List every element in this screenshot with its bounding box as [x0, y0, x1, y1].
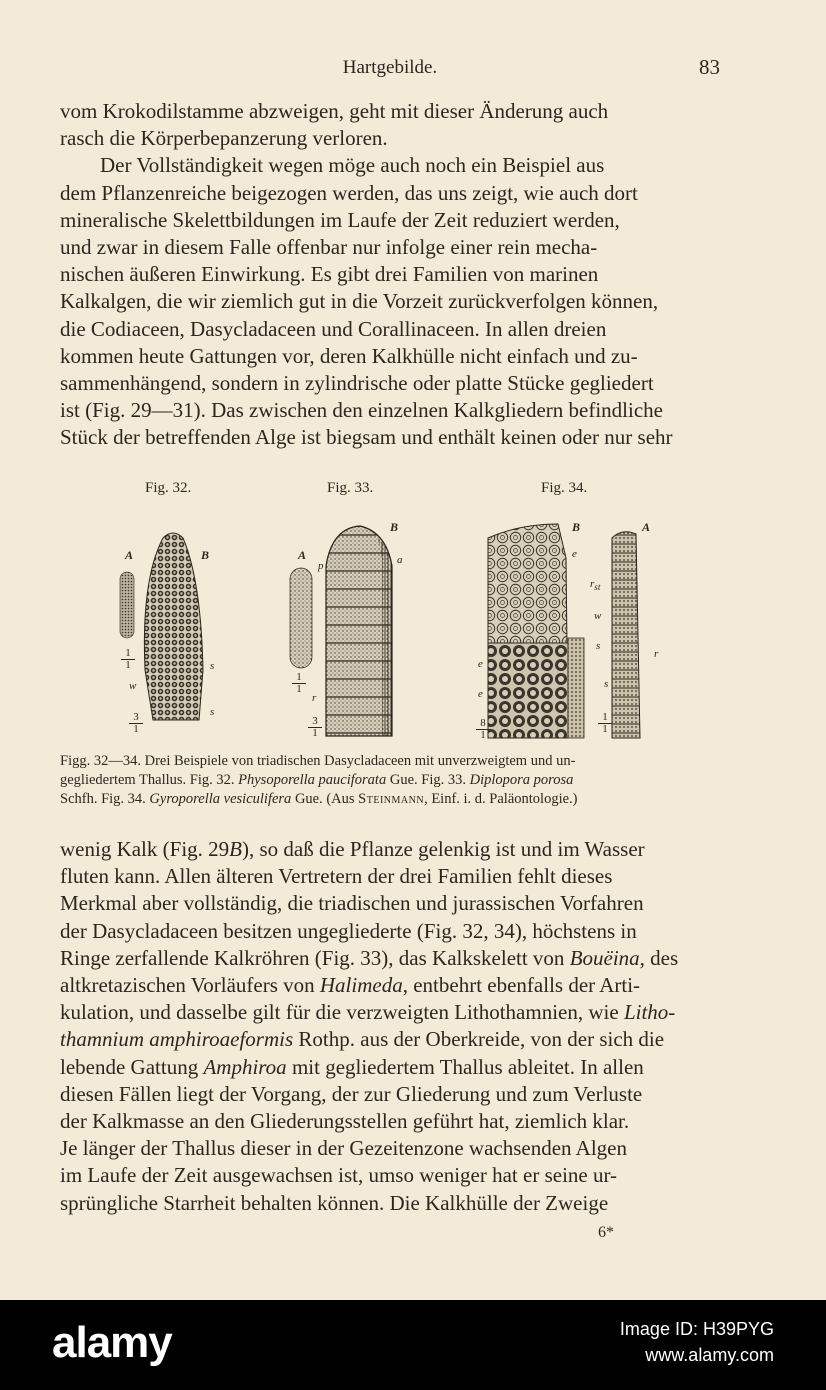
fig-32-letter-w: w — [129, 680, 137, 692]
fig-32-scale-1: $\frac{1}{1}$ — [121, 648, 135, 671]
paragraph-bottom — [60, 836, 720, 1217]
watermark-bar — [0, 1300, 826, 1390]
paragraph-top — [60, 98, 720, 452]
text-line: die Codiaceen, Dasycladaceen und Corallinaceen. In allen dreien — [60, 316, 607, 341]
text-line: lebende Gattung Amphiroa mit gegliedertem Thallus ableitet. In allen — [60, 1054, 644, 1079]
fig-34-letter-w: w — [594, 610, 602, 622]
fig-34-letter-rst: $r_{st}$ — [590, 578, 601, 593]
fig-34-letter-a: A — [642, 520, 651, 534]
figure-caption — [60, 752, 722, 809]
fig-33-letter-r: r — [312, 692, 317, 704]
watermark-url: www.alamy.com — [645, 1345, 774, 1365]
fig-34-scale-1: $\frac{1}{1}$ — [598, 712, 612, 735]
running-header — [60, 55, 720, 85]
text-line: rasch die Körperbepanzerung verloren. — [60, 126, 388, 151]
fig-32-letter-a: A — [125, 548, 134, 562]
text-line: im Laufe der Zeit ausgewachsen ist, umso weniger hat er seine ur- — [60, 1163, 618, 1188]
alamy-logo: alamy — [52, 1318, 172, 1367]
text-line: kommen heute Gattungen vor, deren Kalkhülle nicht einfach und zu- — [60, 343, 638, 368]
text-line: ist (Fig. 29—31). Das zwischen den einzelnen Kalkgliedern befindliche — [60, 398, 663, 423]
fig-32-scale-3: $\frac{3}{1}$ — [129, 712, 143, 735]
text-line: nischen äußeren Einwirkung. Es gibt drei Familien von marinen — [60, 262, 599, 287]
text-line: altkretazischen Vorläufers von Halimeda, entbehrt ebenfalls der Arti- — [60, 973, 641, 998]
fig-34-label: Fig. 34. — [541, 480, 588, 496]
figure-34 — [470, 518, 670, 750]
fig-34-illustration — [470, 518, 670, 750]
fig-34-letter-e-top: e — [572, 548, 577, 560]
text-line: wenig Kalk (Fig. 29B), so daß die Pflanze gelenkig ist und im Wasser — [60, 837, 645, 861]
caption-line: Figg. 32—34. Drei Beispiele von triadischen Dasycladaceen mit unverzweigtem und un- — [60, 753, 576, 769]
fig-34-letter-b: B — [572, 520, 581, 534]
fig-33-letter-a: a — [397, 554, 403, 566]
fig-34-letter-r: r — [654, 648, 659, 660]
text-line: sprüngliche Starrheit behalten können. Die Kalkhülle der Zweige — [60, 1190, 609, 1215]
text-line: Merkmal aber vollständig, die triadischen und jurassischen Vorfahren — [60, 891, 644, 916]
text-line: mineralische Skelettbildungen im Laufe der Zeit reduziert werden, — [60, 207, 620, 232]
image-id-block — [620, 1316, 774, 1368]
page-number: 83 — [699, 55, 720, 79]
text-line: dem Pflanzenreiche beigezogen werden, das uns zeigt, wie auch dort — [60, 180, 638, 205]
text-line: Ringe zerfallende Kalkröhren (Fig. 33), das Kalkskelett von Bouëina, des — [60, 945, 679, 970]
signature-mark: 6* — [598, 1224, 614, 1241]
fig-33-letter-p: p — [318, 560, 324, 572]
fig-34-letter-e-low: e — [478, 688, 483, 700]
fig-32-letter-s2: s — [210, 706, 215, 718]
fig-34-scale-8: $\frac{8}{1}$ — [476, 718, 490, 741]
text-line: Der Vollständigkeit wegen möge auch noch ein Beispiel aus — [100, 153, 605, 178]
fig-32-letter-s: s — [210, 660, 215, 672]
fig-34-letter-e-mid: e — [478, 658, 483, 670]
text-line: Stück der betreffenden Alge ist biegsam und enthält keinen oder nur sehr — [60, 425, 673, 450]
fig-32-letter-b: B — [201, 548, 210, 562]
fig-33-label: Fig. 33. — [327, 480, 374, 496]
fig-33-letter-b: B — [390, 520, 399, 534]
caption-line: gegliedertem Thallus. Fig. 32. Physoporella pauciforata Gue. Fig. 33. Diplopora porosa — [60, 772, 574, 788]
caption-line: Schfh. Fig. 34. Gyroporella vesiculifera Gue. (Aus Steinmann, Einf. i. d. Paläontologie.) — [60, 791, 578, 807]
text-line: diesen Fällen liegt der Vorgang, der zur Gliederung und zum Verluste — [60, 1081, 643, 1106]
figure-32 — [115, 520, 235, 750]
text-line: Je länger der Thallus dieser in der Gezeitenzone wachsenden Algen — [60, 1136, 627, 1161]
fig-34-letter-s-upper: s — [596, 640, 601, 652]
text-line: der Kalkmasse an den Gliederungsstellen geführt hat, ziemlich klar. — [60, 1109, 630, 1134]
text-line: und zwar in diesem Falle offenbar nur infolge einer rein mecha- — [60, 235, 598, 260]
text-line: sammenhängend, sondern in zylindrische oder platte Stücke gegliedert — [60, 371, 654, 396]
fig-33-scale-1: $\frac{1}{1}$ — [292, 672, 306, 695]
text-line: kulation, und dasselbe gilt für die verzweigten Lithothamnien, wie Litho- — [60, 1000, 676, 1025]
running-title: Hartgebilde. — [342, 57, 438, 78]
fig-32-label: Fig. 32. — [145, 480, 192, 496]
image-id: Image ID: H39PYG — [619, 1319, 774, 1339]
text-line: Kalkalgen, die wir ziemlich gut in die Vorzeit zurückverfolgen können, — [60, 289, 659, 314]
text-line: thamnium amphiroaeformis Rothp. aus der Oberkreide, von der sich die — [60, 1027, 665, 1052]
text-line: fluten kann. Allen älteren Vertretern der drei Familien fehlt dieses — [60, 864, 613, 889]
fig-33-scale-3: $\frac{3}{1}$ — [308, 716, 322, 739]
figure-33 — [282, 518, 412, 750]
text-line: der Dasycladaceen besitzen ungegliederte (Fig. 32, 34), höchstens in — [60, 918, 637, 943]
fig-33-letter-a-upper: A — [298, 548, 307, 562]
text-line: vom Krokodilstamme abzweigen, geht mit dieser Änderung auch — [60, 99, 609, 123]
fig-34-letter-s: s — [604, 678, 609, 690]
